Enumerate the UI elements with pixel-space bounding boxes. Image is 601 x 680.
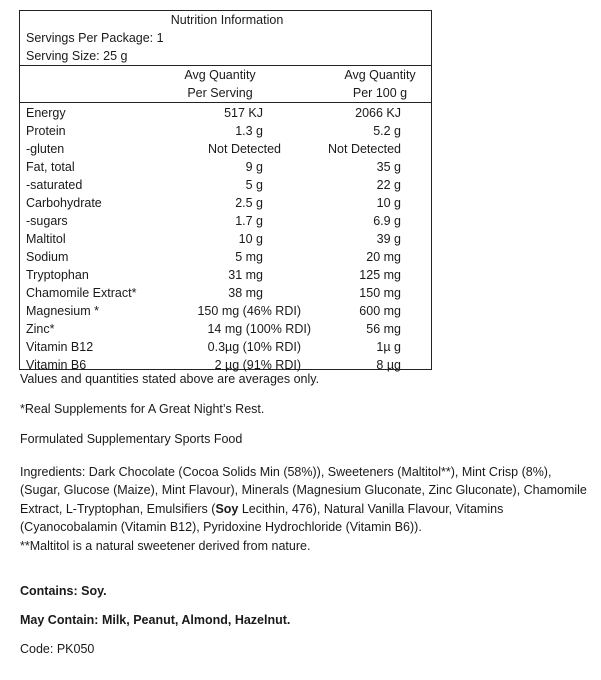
table-row — [20, 302, 431, 320]
nutrient-name: Maltitol — [26, 232, 66, 246]
per-serving-value: 38 mg — [228, 286, 263, 300]
per-100g-value: 10 g — [376, 196, 401, 210]
per-serving-value: 10 g — [238, 232, 263, 246]
per-100g-value: 6.9 g — [373, 214, 401, 228]
contains-allergens: Contains: Soy. — [20, 584, 107, 598]
nutrient-name: Chamomile Extract* — [26, 286, 137, 300]
per-serving-value: 5 mg — [235, 250, 263, 264]
per-100g-value: 56 mg — [366, 322, 401, 336]
may-contain-allergens: May Contain: Milk, Peanut, Almond, Hazelnut. — [20, 613, 291, 627]
nutrient-name: Zinc* — [26, 322, 55, 336]
table-header — [20, 11, 431, 66]
table-row — [20, 230, 431, 248]
table-row — [20, 284, 431, 302]
table-row — [20, 212, 431, 230]
per-serving-value: 2.5 g — [235, 196, 263, 210]
column-headers — [20, 65, 431, 103]
column-header-line: Per 100 g — [352, 86, 408, 100]
per-serving-value: 9 g — [245, 160, 263, 174]
table-row — [20, 320, 431, 338]
per-100g-value: 1µ g — [376, 340, 401, 354]
serving-size: Serving Size: 25 g — [26, 49, 128, 63]
per-100g-value: 150 mg — [359, 286, 401, 300]
table-row — [20, 122, 431, 140]
per-serving-value: 1.3 g — [235, 124, 263, 138]
table-row — [20, 140, 431, 158]
product-category: Formulated Supplementary Sports Food — [20, 432, 243, 446]
column-header-per-serving — [160, 66, 280, 102]
per-serving-value: 150 mg (46% RDI) — [197, 304, 301, 318]
nutrient-name: -sugars — [26, 214, 68, 228]
per-100g-value: 22 g — [376, 178, 401, 192]
table-row — [20, 248, 431, 266]
per-100g-value: 600 mg — [359, 304, 401, 318]
table-row — [20, 338, 431, 356]
column-header-line: Per Serving — [187, 86, 253, 100]
table-row — [20, 266, 431, 284]
per-serving-value: 2 µg (91% RDI) — [214, 358, 301, 372]
product-code: Code: PK050 — [20, 642, 95, 656]
footnote: *Real Supplements for A Great Night’s Rest. — [20, 402, 265, 416]
column-header-per-100g — [325, 66, 435, 102]
per-serving-value: 31 mg — [228, 268, 263, 282]
per-100g-value: 35 g — [376, 160, 401, 174]
table-title: Nutrition Information — [170, 13, 284, 27]
nutrient-name: Magnesium * — [26, 304, 99, 318]
nutrient-name: -gluten — [26, 142, 65, 156]
per-serving-value: 517 KJ — [224, 106, 263, 120]
maltitol-note: **Maltitol is a natural sweetener derived from nature. — [20, 538, 311, 553]
per-serving-value: 1.7 g — [235, 214, 263, 228]
nutrient-name: Energy — [26, 106, 66, 120]
ingredients-paragraph — [20, 463, 595, 555]
per-100g-value: Not Detected — [328, 142, 401, 156]
per-serving-value: 14 mg (100% RDI) — [207, 322, 311, 336]
nutrient-name: Vitamin B6 — [26, 358, 87, 372]
table-body — [20, 102, 431, 372]
per-100g-value: 5.2 g — [373, 124, 401, 138]
nutrition-information-table — [19, 10, 432, 370]
nutrient-name: Protein — [26, 124, 66, 138]
ingredients-text: Ingredients: Dark Chocolate (Cocoa Solids Min (58%)), Sweeteners (Maltitol**), Mint Crisp (8%), (Sugar, Glucose (Maize), Mint Flavour), Minerals (Magnesium Gluconate, Zinc Gluconate), Chamomile Extract, L-Tryptophan, Emulsifiers ( — [20, 465, 587, 516]
per-100g-value: 125 mg — [359, 268, 401, 282]
nutrient-name: Vitamin B12 — [26, 340, 94, 354]
per-100g-value: 8 µg — [376, 358, 401, 372]
ingredients-allergen-soy: Soy — [215, 501, 239, 516]
nutrient-name: Sodium — [26, 250, 69, 264]
per-serving-value: Not Detected — [208, 142, 281, 156]
column-header-line: Avg Quantity — [344, 68, 416, 82]
table-row — [20, 194, 431, 212]
column-header-line: Avg Quantity — [184, 68, 256, 82]
per-serving-value: 0.3µg (10% RDI) — [207, 340, 301, 354]
per-100g-value: 2066 KJ — [355, 106, 401, 120]
nutrient-name: Fat, total — [26, 160, 75, 174]
nutrient-name: Tryptophan — [26, 268, 89, 282]
table-row — [20, 176, 431, 194]
servings-per-package: Servings Per Package: 1 — [26, 31, 164, 45]
nutrient-name: -saturated — [26, 178, 83, 192]
per-serving-value: 5 g — [245, 178, 263, 192]
table-row — [20, 158, 431, 176]
per-100g-value: 39 g — [376, 232, 401, 246]
nutrient-name: Carbohydrate — [26, 196, 102, 210]
per-100g-value: 20 mg — [366, 250, 401, 264]
table-row — [20, 104, 431, 122]
averages-note: Values and quantities stated above are averages only. — [20, 372, 320, 386]
ingredients-text: Lecithin, 476), Natural Vanilla Flavour, Vitamins (Cyanocobalamin (Vitamin B12), Pyridoxine Hydrochloride (Vitamin B6)). — [20, 501, 504, 535]
